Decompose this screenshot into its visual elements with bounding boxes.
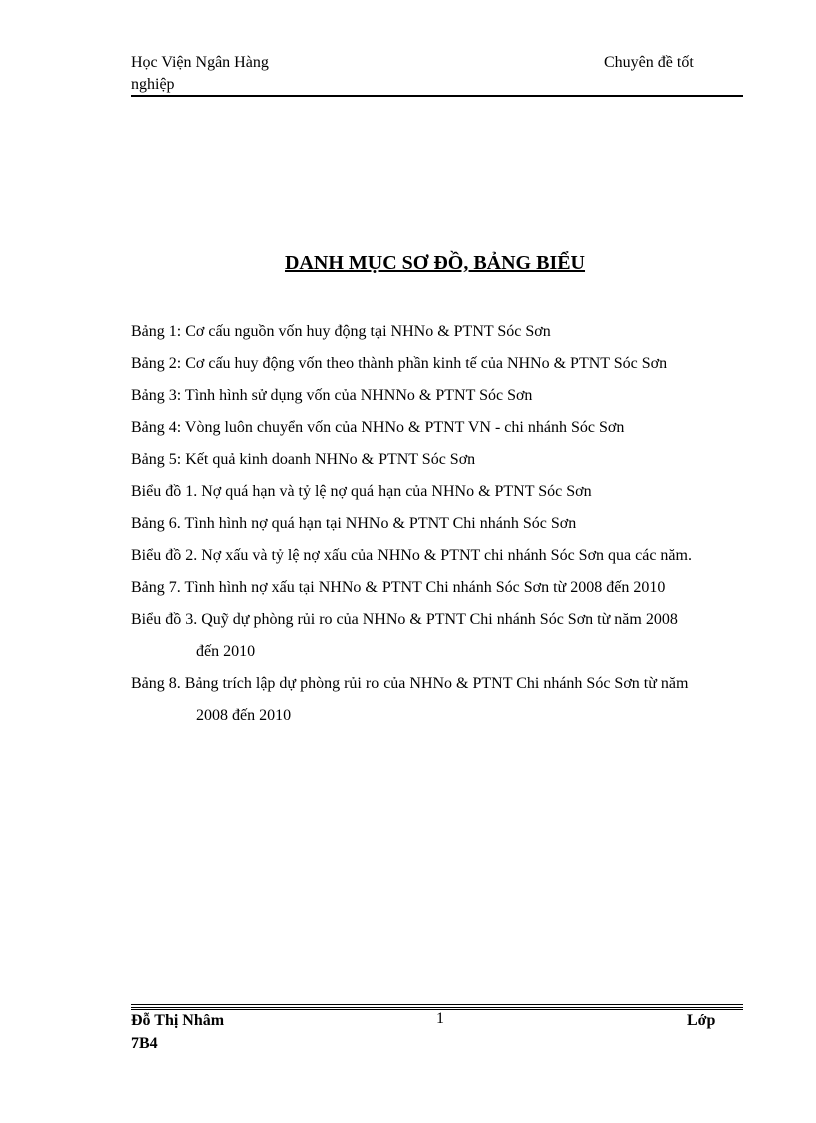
page-number: 1 <box>436 1010 444 1027</box>
list-item-text: Bảng 5: Kết quả kinh doanh NHNo & PTNT Sóc Sơn <box>131 451 476 468</box>
footer-class-value: 7B4 <box>131 1035 158 1052</box>
list-item <box>131 508 751 540</box>
list-item-text: Biểu đồ 3. Quỹ dự phòng rủi ro của NHNo & PTNT Chi nhánh Sóc Sơn từ năm 2008 <box>131 611 678 628</box>
list-item-text: Bảng 7. Tình hình nợ xấu tại NHNo & PTNT Chi nhánh Sóc Sơn từ 2008 đến 2010 <box>131 579 666 596</box>
list-item <box>131 348 751 380</box>
list-item <box>131 316 751 348</box>
header-school-name: Học Viện Ngân Hàng <box>131 54 269 71</box>
list-item-text-continuation: đến 2010 <box>196 643 256 660</box>
list-item <box>131 444 751 476</box>
list-item <box>131 380 751 412</box>
header-document-type: Chuyên đề tốt <box>604 54 694 71</box>
list-item-text: Bảng 2: Cơ cấu huy động vốn theo thành phần kinh tế của NHNo & PTNT Sóc Sơn <box>131 355 668 372</box>
list-item-text: Bảng 4: Vòng luôn chuyển vốn của NHNo & PTNT VN - chi nhánh Sóc Sơn <box>131 419 625 436</box>
list-item <box>131 668 751 732</box>
list-item-text: Bảng 8. Bảng trích lập dự phòng rủi ro của NHNo & PTNT Chi nhánh Sóc Sơn từ năm <box>131 675 689 692</box>
list-item-text-continuation: 2008 đến 2010 <box>196 707 292 724</box>
list-item-text: Bảng 3: Tình hình sử dụng vốn của NHNNo & PTNT Sóc Sơn <box>131 387 533 404</box>
list-item <box>131 412 751 444</box>
page-title: DANH MỤC SƠ ĐỒ, BẢNG BIỂU <box>284 252 586 274</box>
list-item <box>131 604 751 668</box>
list-item-text: Bảng 6. Tình hình nợ quá hạn tại NHNo & PTNT Chi nhánh Sóc Sơn <box>131 515 577 532</box>
list-item <box>131 476 751 508</box>
list-item-text: Biểu đồ 1. Nợ quá hạn và tỷ lệ nợ quá hạn của NHNo & PTNT Sóc Sơn <box>131 483 592 500</box>
footer-class-label: Lớp <box>687 1012 716 1029</box>
footer-author-name: Đỗ Thị Nhâm <box>131 1012 225 1029</box>
list-item <box>131 540 751 572</box>
list-item-text: Biểu đồ 2. Nợ xấu và tỷ lệ nợ xấu của NHNo & PTNT chi nhánh Sóc Sơn qua các năm. <box>131 547 692 564</box>
header-rule <box>131 95 743 97</box>
list-item <box>131 572 751 604</box>
header-document-type-continuation: nghiệp <box>131 76 175 93</box>
footer-rule <box>131 1004 743 1005</box>
list-item-text: Bảng 1: Cơ cấu nguồn vốn huy động tại NHNo & PTNT Sóc Sơn <box>131 323 551 340</box>
table-of-contents <box>131 316 751 732</box>
